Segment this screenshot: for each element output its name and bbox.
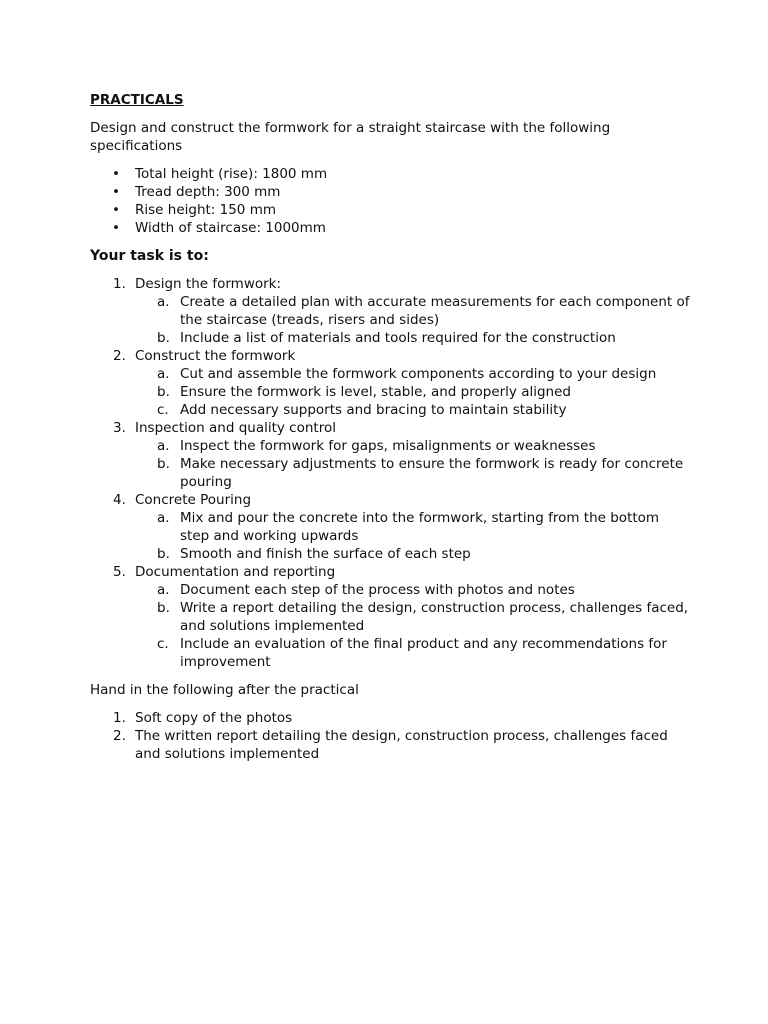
spec-item [90,201,690,219]
subtask-text: Create a detailed plan with accurate measurements for each component of the staircase (treads, risers and sides) [180,294,690,328]
bullet-icon: • [112,166,120,182]
page-heading: PRACTICALS [90,92,184,108]
subtask-item [135,401,690,419]
task-number: 2. [113,348,126,364]
task-item [90,563,690,671]
subtask-item [135,509,690,545]
spec-text: Rise height: 150 mm [135,202,276,218]
subtask-item [135,365,690,383]
subtask-text: Document each step of the process with photos and notes [180,582,575,598]
subtask-item [135,437,690,455]
subtask-text: Include a list of materials and tools required for the construction [180,330,616,346]
subtask-letter: b. [157,546,170,562]
handin-item [90,709,690,727]
task-item [90,275,690,347]
handin-number: 1. [113,710,126,726]
subtask-item [135,581,690,599]
task-number: 1. [113,276,126,292]
subtask-item [135,383,690,401]
task-label: Design the formwork: [135,276,282,292]
subtask-list [135,365,690,419]
subtask-letter: a. [157,366,170,382]
spec-item [90,183,690,201]
specifications-list [90,165,690,237]
bullet-icon: • [112,184,120,200]
subtask-item [135,329,690,347]
subtask-letter: b. [157,456,170,472]
handin-intro: Hand in the following after the practical [90,682,359,698]
intro-paragraph: Design and construct the formwork for a straight staircase with the following specifications [90,120,611,154]
subtask-list [135,581,690,671]
handin-text: Soft copy of the photos [135,710,293,726]
subtask-list [135,437,690,491]
subtask-text: Cut and assemble the formwork components according to your design [180,366,657,382]
task-item [90,347,690,419]
spec-text: Width of staircase: 1000mm [135,220,326,236]
spec-text: Total height (rise): 1800 mm [135,166,328,182]
subtask-text: Write a report detailing the design, construction process, challenges faced, and solutions implemented [180,600,689,634]
task-number: 4. [113,492,126,508]
subtask-text: Inspect the formwork for gaps, misalignments or weaknesses [180,438,596,454]
bullet-icon: • [112,202,120,218]
subtask-letter: a. [157,582,170,598]
subtask-item [135,293,690,329]
task-label: Construct the formwork [135,348,296,364]
subtask-letter: b. [157,330,170,346]
spec-text: Tread depth: 300 mm [135,184,281,200]
subtask-text: Mix and pour the concrete into the formwork, starting from the bottom step and working upwards [180,510,660,544]
bullet-icon: • [112,220,120,236]
handin-text: The written report detailing the design, construction process, challenges faced and solutions implemented [135,728,668,762]
subtask-text: Ensure the formwork is level, stable, and properly aligned [180,384,571,400]
subtask-list [135,293,690,347]
task-label: Concrete Pouring [135,492,252,508]
handin-number: 2. [113,728,126,744]
subtask-letter: c. [157,402,169,418]
subtask-text: Include an evaluation of the final product and any recommendations for improvement [180,636,667,670]
task-list [90,275,690,671]
spec-item [90,165,690,183]
subtask-item [135,599,690,635]
subtask-letter: a. [157,510,170,526]
subtask-letter: a. [157,438,170,454]
spec-item [90,219,690,237]
subtask-text: Smooth and finish the surface of each step [180,546,471,562]
subtask-letter: c. [157,636,169,652]
subtask-text: Add necessary supports and bracing to maintain stability [180,402,567,418]
subtask-letter: a. [157,294,170,310]
subtask-letter: b. [157,384,170,400]
task-label: Documentation and reporting [135,564,336,580]
subtask-item [135,455,690,491]
task-number: 5. [113,564,126,580]
handin-list [90,709,690,763]
document-page [90,91,690,773]
task-label: Inspection and quality control [135,420,336,436]
subtask-text: Make necessary adjustments to ensure the formwork is ready for concrete pouring [180,456,684,490]
subtask-item [135,635,690,671]
subtask-list [135,509,690,563]
task-heading: Your task is to: [90,248,209,264]
subtask-item [135,545,690,563]
subtask-letter: b. [157,600,170,616]
task-item [90,491,690,563]
handin-item [90,727,690,763]
task-number: 3. [113,420,126,436]
task-item [90,419,690,491]
